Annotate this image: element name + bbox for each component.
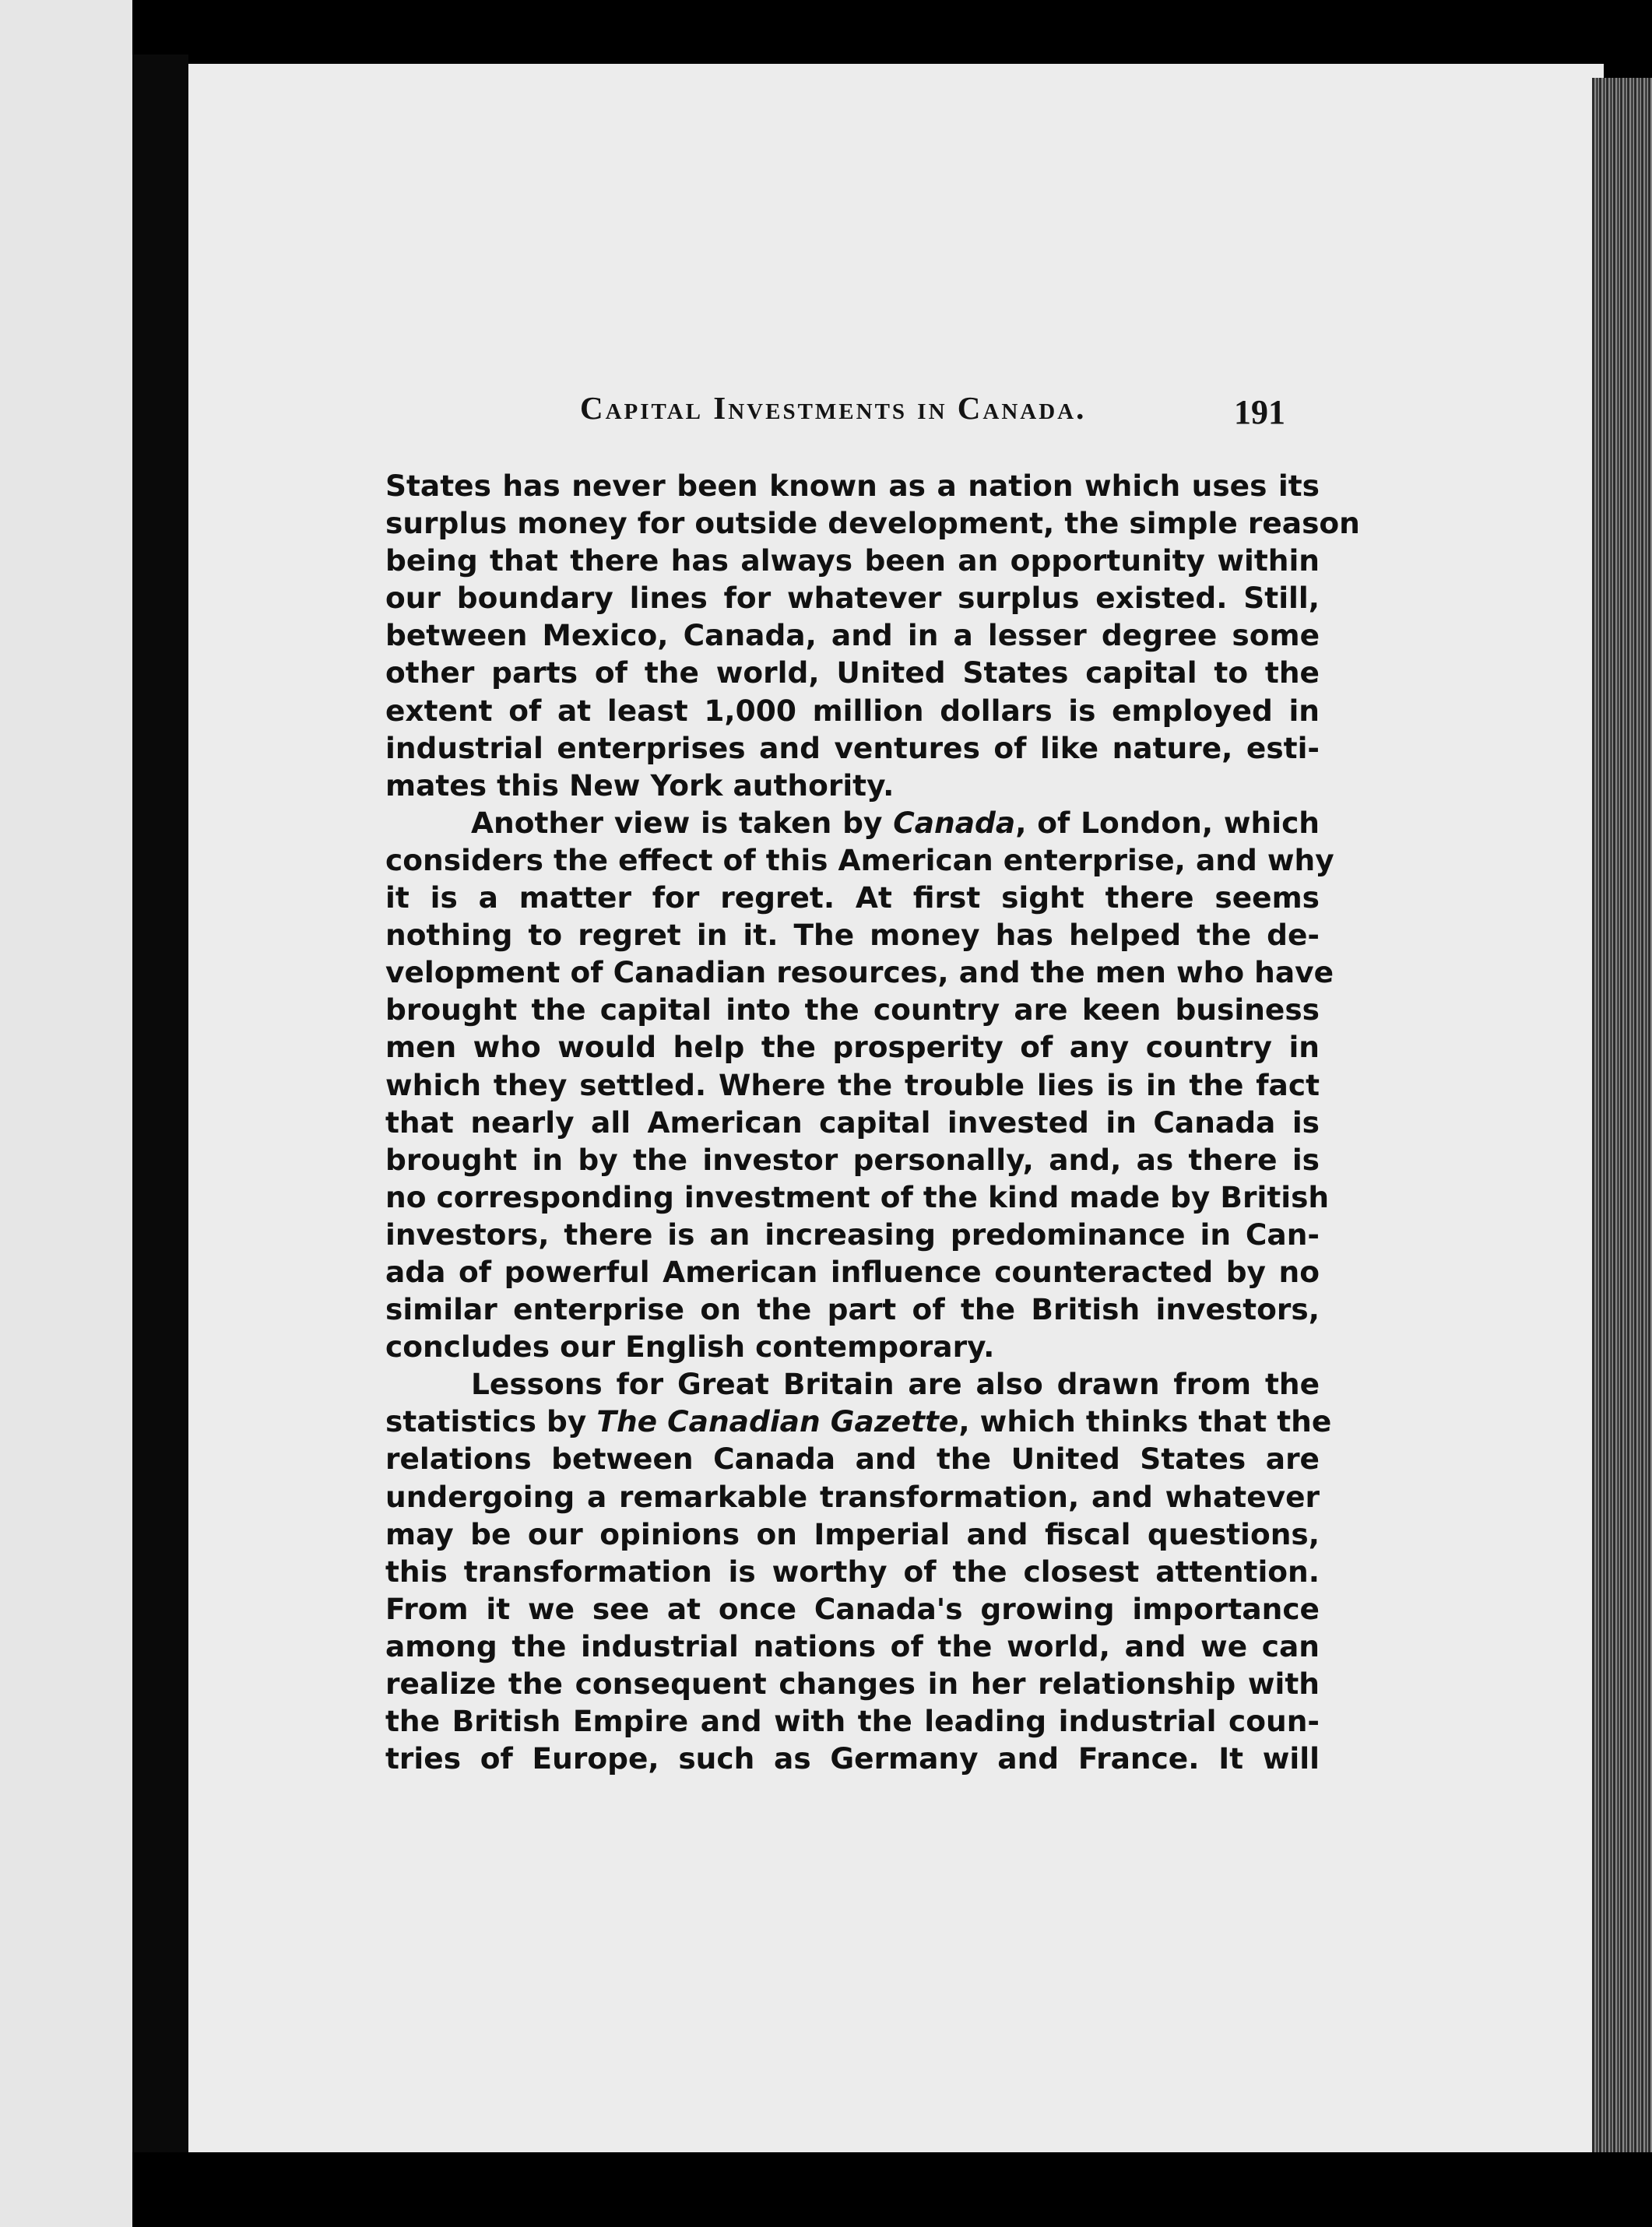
text-line: among the industrial nations of the world, and we can [385,1628,1320,1663]
text-line: nothing to regret in it. The money has helped the de- [385,918,1320,953]
text-line: Another view is taken by Canada, of London, which [471,805,1320,840]
page-number: 191 [1234,393,1285,431]
text-line: it is a matter for regret. At first sight there seems [385,880,1320,915]
text-line: brought in by the investor personally, and, as there is [385,1142,1320,1177]
text-line: no corresponding investment of the kind made by British [385,1179,1330,1214]
text-line: mates this New York authority. [385,768,895,803]
text-line: relations between Canada and the United States are [385,1442,1320,1477]
text-line: which they settled. Where the trouble lies is in the fact [385,1067,1320,1102]
text-line: considers the effect of this American enterprise, and why [385,842,1334,877]
text-line: men who would help the prosperity of any country in [385,1030,1320,1065]
text-line: investors, there is an increasing predominance in Can- [385,1217,1320,1252]
text-line: may be our opinions on Imperial and fiscal questions, [385,1516,1320,1551]
book-gutter [132,54,188,2152]
text-line: between Mexico, Canada, and in a lesser degree some [385,618,1320,653]
publication-title: Canada [893,805,1016,840]
text-line: From it we see at once Canada's growing importance [385,1591,1320,1626]
text-line: concludes our English contemporary. [385,1330,995,1365]
text-line: brought the capital into the country are keen business [385,992,1320,1027]
publication-title: The Canadian Gazette [596,1404,959,1439]
text-line: undergoing a remarkable transformation, and whatever [385,1479,1320,1514]
text-line: extent of at least 1,000 million dollars is employed in [385,693,1320,728]
text-line: other parts of the world, United States capital to the [385,655,1320,690]
text-line: realize the consequent changes in her relationship with [385,1667,1320,1701]
scan-border [188,2152,1652,2227]
page-stack-edge [1592,78,1652,2164]
facing-page-edge [0,0,132,2227]
text-line: our boundary lines for whatever surplus existed. Still, [385,581,1320,616]
text-line: being that there has always been an opportunity within [385,543,1320,578]
text-line: industrial enterprises and ventures of like nature, esti- [385,730,1320,765]
text-line: this transformation is worthy of the closest attention. [385,1554,1320,1589]
text-line: statistics by The Canadian Gazette, which thinks that the [385,1404,1332,1439]
running-title: Capital Investments in Canada. [580,390,1087,426]
body-text [385,467,1360,1777]
text-line: ada of powerful American influence counteracted by no [385,1254,1320,1289]
text-line: Lessons for Great Britain are also drawn from the [471,1367,1320,1402]
text-line: similar enterprise on the part of the British investors, [385,1292,1320,1327]
text-line: that nearly all American capital invested in Canada is [385,1105,1320,1140]
text-line: tries of Europe, such as Germany and France. It will [385,1741,1320,1776]
text-line: velopment of Canadian resources, and the men who have [385,955,1334,990]
text-line: the British Empire and with the leading industrial coun- [385,1704,1320,1739]
text-line: States has never been known as a nation which uses its [385,469,1320,503]
text-line: surplus money for outside development, the simple reason [385,506,1360,541]
